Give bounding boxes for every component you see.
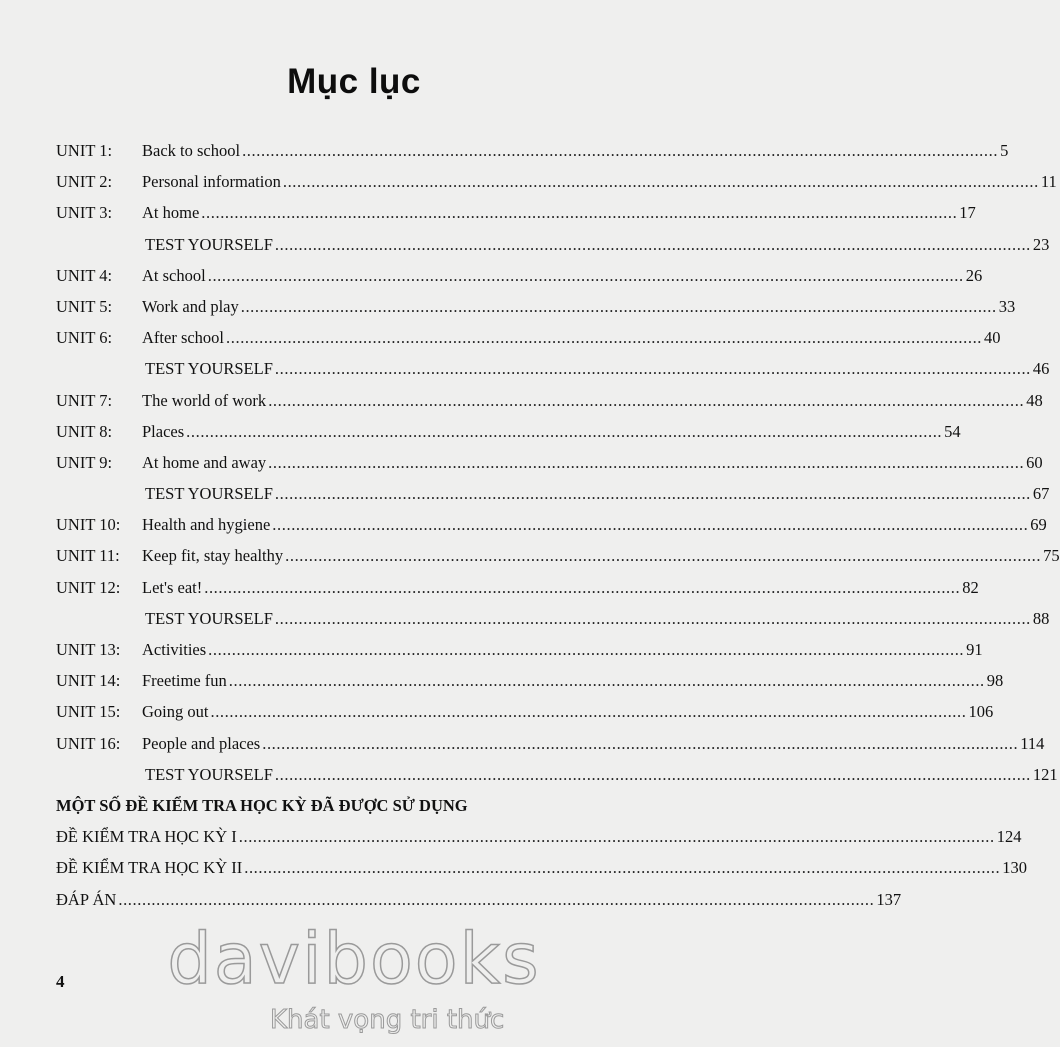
table-of-contents: [56, 141, 1060, 921]
toc-unit-label: UNIT 1:: [56, 141, 113, 160]
toc-page-number: 26: [965, 265, 983, 285]
dot-leader: ................................................................................................................................................................: [274, 359, 1031, 379]
toc-page-number: 48: [1026, 390, 1043, 410]
toc-entry: [56, 702, 994, 733]
toc-entry-title: TEST YOURSELF: [145, 484, 273, 504]
dot-leader: ................................................................................................................................................................: [274, 764, 1031, 784]
exam-entry: [56, 827, 1022, 858]
toc-entry-title: ĐỀ KIỂM TRA HỌC KỲ II: [56, 858, 243, 878]
toc-entry-title: Work and play: [142, 296, 239, 316]
toc-entry: [56, 546, 1060, 577]
toc-entry-title: ĐÁP ÁN: [56, 889, 117, 909]
toc-page-number: 88: [1032, 608, 1050, 628]
toc-entry: [56, 203, 976, 234]
exam-entry: [56, 889, 902, 921]
toc-entry-title: Keep fit, stay healthy: [142, 546, 284, 566]
dot-leader: ................................................................................................................................................................: [274, 608, 1031, 628]
toc-page-number: 46: [1032, 359, 1050, 379]
toc-unit-label: UNIT 12:: [56, 577, 121, 597]
toc-unit-label: UNIT 9:: [56, 452, 113, 472]
dot-leader: ................................................................................................................................................................: [268, 390, 1025, 410]
toc-unit-label: UNIT 13:: [56, 640, 121, 659]
toc-entry-title: The world of work: [142, 390, 267, 410]
dot-leader: ................................................................................................................................................................: [282, 172, 1039, 192]
dot-leader: ................................................................................................................................................................: [210, 702, 967, 722]
toc-page-number: 33: [998, 296, 1016, 316]
exam-entries: [56, 827, 1027, 921]
toc-page-number: 5: [1000, 141, 1009, 160]
toc-unit-label: UNIT 16:: [56, 733, 121, 753]
toc-entry: [56, 328, 1001, 359]
toc-entry-title: Back to school: [142, 141, 241, 160]
toc-entry: [56, 234, 1050, 266]
toc-entry-title: Freetime fun: [142, 671, 227, 691]
toc-page-number: 130: [1002, 858, 1027, 878]
toc-unit-label: UNIT 4:: [56, 265, 113, 285]
toc-entries: [56, 141, 1060, 796]
toc-entry-title: Going out: [142, 702, 209, 722]
toc-page-number: 67: [1032, 484, 1050, 504]
toc-page-number: 114: [1020, 733, 1045, 753]
toc-page-number: 75: [1043, 546, 1060, 566]
toc-entry-title: TEST YOURSELF: [145, 234, 273, 254]
toc-page-number: 17: [959, 203, 976, 223]
toc-unit-label: UNIT 7:: [56, 390, 113, 410]
dot-leader: ................................................................................................................................................................: [242, 141, 999, 160]
toc-unit-label: UNIT 6:: [56, 328, 113, 348]
toc-unit-label: UNIT 11:: [56, 546, 120, 566]
toc-page-number: 124: [996, 827, 1022, 847]
toc-unit-label: UNIT 5:: [56, 296, 113, 316]
toc-page-number: 54: [944, 421, 961, 441]
toc-entry-title: ĐỀ KIỂM TRA HỌC KỲ I: [56, 827, 237, 847]
toc-entry: [56, 764, 1058, 796]
toc-entry-title: Places: [142, 421, 185, 441]
dot-leader: ................................................................................................................................................................: [208, 640, 965, 659]
page-title: Mục lục: [287, 62, 421, 101]
toc-unit-label: UNIT 14:: [56, 671, 121, 691]
toc-entry: [56, 452, 1043, 484]
toc-entry: [56, 733, 1045, 765]
toc-entry-title: People and places: [142, 733, 261, 753]
toc-entry: [56, 141, 1009, 172]
toc-unit-label: UNIT 8:: [56, 421, 113, 441]
toc-entry: [56, 577, 979, 609]
toc-unit-label: UNIT 10:: [56, 515, 121, 535]
dot-leader: ................................................................................................................................................................: [238, 827, 995, 847]
dot-leader: ................................................................................................................................................................: [118, 889, 875, 909]
toc-page-number: 137: [876, 889, 902, 909]
toc-entry-title: TEST YOURSELF: [145, 359, 273, 379]
dot-leader: ................................................................................................................................................................: [272, 515, 1029, 535]
toc-entry: [56, 172, 1057, 203]
toc-page-number: 98: [986, 671, 1004, 691]
dot-leader: ................................................................................................................................................................: [226, 328, 983, 348]
toc-entry: [56, 296, 1016, 328]
toc-entry: [56, 390, 1043, 422]
toc-entry: [56, 640, 983, 671]
dot-leader: ................................................................................................................................................................: [186, 421, 943, 441]
dot-leader: ................................................................................................................................................................: [240, 296, 997, 316]
toc-entry-title: After school: [142, 328, 225, 348]
toc-unit-label: UNIT 3:: [56, 203, 113, 223]
toc-entry-title: Health and hygiene: [142, 515, 271, 535]
dot-leader: ................................................................................................................................................................: [262, 733, 1019, 753]
toc-entry-title: TEST YOURSELF: [145, 608, 273, 628]
dot-leader: ................................................................................................................................................................: [207, 265, 964, 285]
watermark-logo: davibooks: [167, 918, 541, 1000]
page-number: 4: [56, 972, 65, 991]
dot-leader: ................................................................................................................................................................: [204, 577, 961, 597]
dot-leader: ................................................................................................................................................................: [228, 671, 985, 691]
dot-leader: ................................................................................................................................................................: [201, 203, 958, 223]
toc-unit-label: UNIT 15:: [56, 702, 121, 722]
section-heading-text: MỘT SỐ ĐỀ KIỂM TRA HỌC KỲ ĐÃ ĐƯỢC SỬ DỤNG: [56, 795, 468, 815]
toc-page-number: 40: [984, 328, 1001, 348]
dot-leader: ................................................................................................................................................................: [268, 452, 1025, 472]
section-heading: [56, 796, 668, 827]
toc-page-number: 106: [968, 702, 994, 722]
toc-entry: [56, 608, 1050, 640]
dot-leader: ................................................................................................................................................................: [244, 858, 1001, 878]
dot-leader: ................................................................................................................................................................: [274, 234, 1031, 254]
toc-page-number: 91: [966, 640, 983, 659]
toc-page-number: 23: [1032, 234, 1050, 254]
toc-page-number: 69: [1030, 515, 1047, 535]
toc-entry: [56, 265, 983, 297]
toc-entry: [56, 421, 961, 453]
watermark-tagline: Khát vọng tri thức: [270, 1005, 505, 1035]
dot-leader: ................................................................................................................................................................: [274, 484, 1031, 504]
toc-entry: [56, 359, 1050, 390]
toc-entry-title: Activities: [142, 640, 207, 659]
toc-page-number: 82: [962, 577, 979, 597]
exam-entry: [56, 858, 1027, 889]
toc-entry-title: At home and away: [142, 452, 267, 472]
toc-page-number: 60: [1026, 452, 1043, 472]
toc-entry-title: Let's eat!: [142, 577, 203, 597]
toc-entry: [56, 484, 1050, 515]
toc-entry: [56, 671, 1004, 702]
toc-entry: [56, 515, 1047, 546]
toc-entry-title: At home: [142, 203, 200, 223]
toc-page-number: 11: [1040, 172, 1057, 192]
toc-page-number: 121: [1032, 764, 1058, 784]
toc-entry-title: Personal information: [142, 172, 281, 192]
toc-entry-title: TEST YOURSELF: [145, 764, 273, 784]
dot-leader: ................................................................................................................................................................: [285, 546, 1042, 566]
toc-unit-label: UNIT 2:: [56, 172, 113, 192]
toc-entry-title: At school: [142, 265, 206, 285]
